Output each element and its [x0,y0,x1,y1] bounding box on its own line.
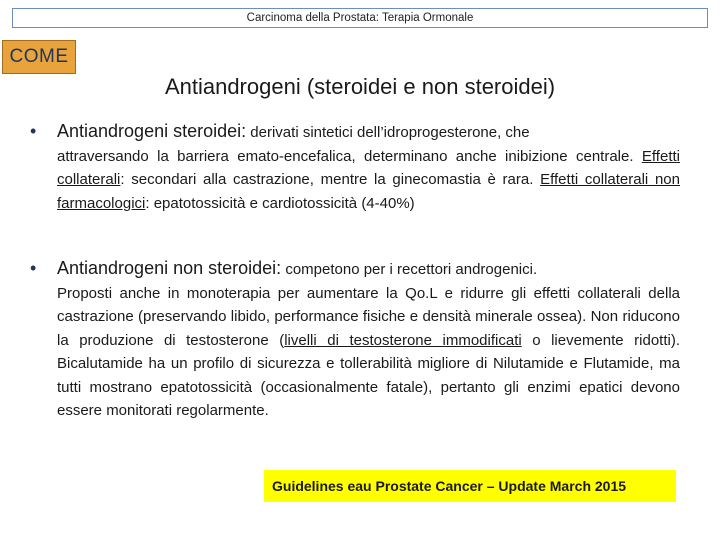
bullet-dot-icon: • [30,258,37,278]
bullet-line1: derivati sintetici dell’idroprogesterone, che [246,124,530,141]
bullet-lead: Antiandrogeni steroidei: [57,121,247,141]
bullet-body [57,282,680,423]
guideline-text: Guidelines eau Prostate Cancer – Update March 2015 [272,478,627,494]
bullet-text: : secondari alla castrazione, mentre la ginecomastia è rara. [120,171,541,188]
header-title: Carcinoma della Prostata: Terapia Ormonale [246,12,474,24]
bullet-text: : epatotossicità e cardiotossicità (4-40%) [145,194,415,212]
bullet-text: o lievemente ridotti). Bicalutamide ha un profilo di sicurezza e tollerabilità migliore di Nilutamide e Flutamide, ma tutti mostrano epatotossicità (occasionalmente fatale), pertanto gli enzimi epatici devono essere monitorati regolarmente. [57,331,680,419]
bullet-text: Proposti anche in monoterapia per aumentare la Qo.L e ridurre gli effetti collaterali della castrazione (preservando libido, performance fisiche e densità minerale ossea). Non riducono la produzione di testosterone ( [57,284,680,349]
bullet-first-line [57,257,680,282]
bullet-underlined-text: livelli di testosterone immodificati [284,331,522,349]
bullet-body [57,145,680,216]
bullet-dot-icon: • [30,121,37,141]
bullet-underlined-text: Effetti collaterali non farmacologici [57,171,680,212]
bullet-line1: competono per i recettori androgenici. [281,261,538,278]
bullet-lead: Antiandrogeni non steroidei: [57,258,282,278]
bullet-underlined-text: Effetti collaterali [57,147,680,188]
bullet-steroidal [30,120,680,215]
bullet-first-line [57,120,680,145]
bullet-nonsteroidal [30,257,680,423]
header-title-bar [12,8,708,28]
slide-title: Antiandrogeni (steroidei e non steroidei) [164,74,556,99]
come-label-box [2,40,76,74]
guideline-citation [264,470,676,502]
bullet-text: attraversando la barriera emato-encefalica, determinano anche inibizione centrale. [57,147,642,165]
come-label: COME [9,46,69,67]
